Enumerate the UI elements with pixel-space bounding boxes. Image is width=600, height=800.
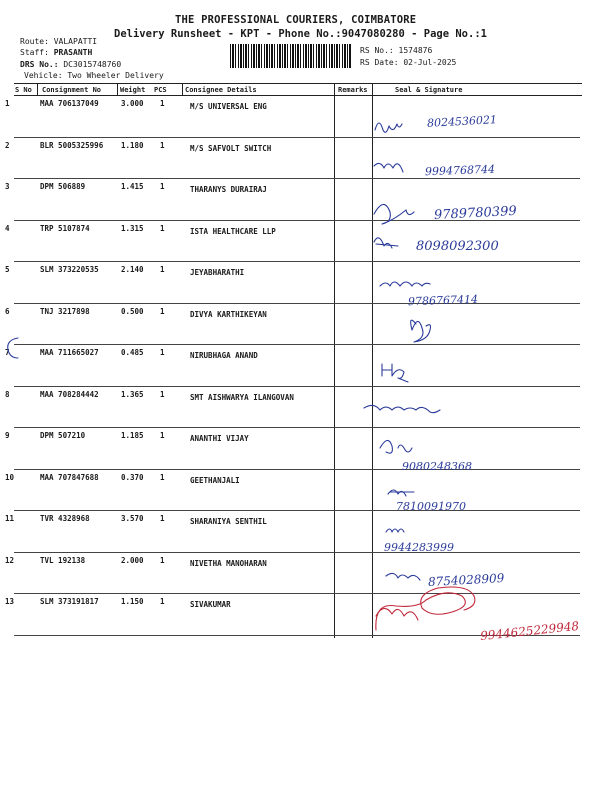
remarks-left-divider <box>334 83 335 638</box>
pcs-value: 1 <box>160 140 165 150</box>
weight-value: 2.140 <box>121 265 144 274</box>
consignee-name: ISTA HEALTHCARE LLP <box>190 226 276 236</box>
signature-stroke <box>374 238 398 248</box>
consignment-no: SLM 373220535 <box>40 265 99 274</box>
signature-stroke <box>386 573 420 580</box>
staff-value: PRASANTH <box>53 48 93 57</box>
route-line <box>20 37 97 46</box>
signature-stroke <box>375 123 402 132</box>
handwritten-signature: 9944625229948 <box>479 618 580 644</box>
weight-value: 3.570 <box>121 514 144 523</box>
consignment-no: MAA 706137049 <box>40 99 99 108</box>
consignment-no: TRP 5107874 <box>40 223 90 233</box>
handwritten-signature: 7810091970 <box>396 500 466 513</box>
document-title: THE PROFESSIONAL COURIERS, COIMBATORE <box>175 14 417 26</box>
row-number: 13 <box>5 597 15 606</box>
handwritten-signature: 8754028909 <box>427 571 505 589</box>
weight-value: 1.150 <box>121 597 144 606</box>
consignee-name: SHARANIYA SENTHIL <box>190 517 267 526</box>
consignment-no: TNJ 3217898 <box>40 306 90 316</box>
row-number: 7 <box>5 348 10 357</box>
pcs-value: 1 <box>160 306 165 316</box>
consignee-name: ANANTHI VIJAY <box>190 434 249 443</box>
col-divider <box>37 83 38 95</box>
handwritten-signature: 8024536021 <box>426 113 498 130</box>
drs-value: DC3015748760 <box>63 60 122 69</box>
consignee-name: NIRUBHAGA ANAND <box>190 351 258 360</box>
consignee-name: M/S SAFVOLT SWITCH <box>190 143 272 153</box>
consignee-name: DIVYA KARTHIKEYAN <box>190 309 267 319</box>
row-number: 4 <box>5 223 10 233</box>
row-number: 9 <box>5 431 10 440</box>
signature-scribbles <box>372 96 582 636</box>
vehicle-value: Two Wheeler Delivery <box>67 71 164 80</box>
staff-line <box>20 48 92 57</box>
vehicle-line <box>24 71 164 80</box>
consignment-no: MAA 708284442 <box>40 389 99 399</box>
col-header-consignee: Consignee Details <box>185 86 257 94</box>
weight-value: 0.485 <box>121 348 144 357</box>
consignee-name: NIVETHA MANOHARAN <box>190 558 267 568</box>
rs-no-label: RS No.: <box>360 46 394 55</box>
pcs-value: 1 <box>160 99 165 108</box>
row-number: 10 <box>5 472 15 482</box>
pcs-value: 1 <box>160 182 165 191</box>
consignee-name: THARANYS DURAIRAJ <box>190 185 267 194</box>
handwritten-signature: 9789780399 <box>433 203 518 224</box>
consignment-no: MAA 707847688 <box>40 472 99 482</box>
table-top-border <box>14 83 582 84</box>
pcs-value: 1 <box>160 223 165 233</box>
signature-stroke <box>374 204 414 224</box>
consignment-no: TVR 4328968 <box>40 514 90 523</box>
pcs-value: 1 <box>160 389 165 399</box>
weight-value: 1.180 <box>121 140 144 150</box>
col-header-seal: Seal & Signature <box>395 86 463 94</box>
document-subtitle: Delivery Runsheet - KPT - Phone No.:9047080280 - Page No.:1 <box>114 28 487 40</box>
signature-stroke <box>386 529 404 532</box>
consignee-name: M/S UNIVERSAL ENG <box>190 102 267 111</box>
col-header-remarks: Remarks <box>338 86 368 94</box>
pcs-value: 1 <box>160 472 165 482</box>
consignee-name: JEYABHARATHI <box>190 268 245 277</box>
weight-value: 1.185 <box>121 431 144 440</box>
weight-value: 1.415 <box>121 182 144 191</box>
signature-stroke <box>374 163 403 172</box>
weight-value: 0.500 <box>121 306 144 316</box>
row-number: 8 <box>5 389 10 399</box>
handwritten-signature: 9080248368 <box>402 460 472 473</box>
signature-stroke <box>364 405 440 412</box>
col-header-sno: S No <box>15 86 32 94</box>
route-label: Route: <box>20 37 49 46</box>
vehicle-label: Vehicle: <box>24 71 63 80</box>
consignee-name: SMT AISHWARYA ILANGOVAN <box>190 392 294 402</box>
drs-line <box>20 60 121 69</box>
weight-value: 2.000 <box>121 555 144 565</box>
circle-mark-icon <box>4 336 24 360</box>
signature-stroke <box>382 364 408 382</box>
row-number: 11 <box>5 514 15 523</box>
weight-value: 3.000 <box>121 99 144 108</box>
pcs-value: 1 <box>160 597 165 606</box>
consignment-no: DPM 507210 <box>40 431 86 440</box>
col-divider <box>117 83 118 95</box>
handwritten-signature: 9786767414 <box>407 292 479 309</box>
pcs-value: 1 <box>160 348 165 357</box>
signature-stroke <box>388 490 414 496</box>
row-number: 1 <box>5 99 10 108</box>
row-number: 5 <box>5 265 10 274</box>
handwritten-signature: 9944283999 <box>384 541 454 554</box>
pcs-value: 1 <box>160 265 165 274</box>
weight-value: 0.370 <box>121 472 144 482</box>
consignment-no: MAA 711665027 <box>40 348 99 357</box>
consignment-no: TVL 192138 <box>40 555 86 565</box>
pcs-value: 1 <box>160 555 165 565</box>
col-header-weight: Weight <box>120 86 146 94</box>
signature-stroke <box>411 320 431 342</box>
consignment-no: DPM 506889 <box>40 182 86 191</box>
col-divider <box>182 83 183 95</box>
pcs-value: 1 <box>160 514 165 523</box>
handwritten-signature: 8098092300 <box>416 239 499 254</box>
drs-label: DRS No.: <box>20 60 59 69</box>
consignment-no: BLR 5005325996 <box>40 140 104 150</box>
route-value: VALAPATTI <box>53 37 98 46</box>
handwritten-signature: 9994768744 <box>424 162 496 179</box>
row-number: 3 <box>5 182 10 191</box>
signature-stroke <box>376 587 475 630</box>
rs-date-label: RS Date: <box>360 58 399 67</box>
weight-value: 1.315 <box>121 223 144 233</box>
col-header-pcs: PCS <box>154 86 167 94</box>
col-header-consignment: Consignment No <box>42 86 102 94</box>
signature-stroke <box>380 282 430 286</box>
signature-stroke <box>380 440 412 453</box>
rs-date-line <box>360 58 456 67</box>
consignee-name: GEETHANJALI <box>190 475 240 485</box>
pcs-value: 1 <box>160 431 165 440</box>
barcode <box>230 44 352 68</box>
row-number: 12 <box>5 555 15 565</box>
rs-no-line <box>360 46 432 55</box>
consignment-no: SLM 373191817 <box>40 597 99 606</box>
consignee-name: SIVAKUMAR <box>190 600 231 609</box>
rs-date-value: 02-Jul-2025 <box>403 58 457 67</box>
row-number: 2 <box>5 140 10 150</box>
rs-no-value: 1574876 <box>398 46 433 55</box>
row-number: 6 <box>5 306 10 316</box>
staff-label: Staff: <box>20 48 49 57</box>
weight-value: 1.365 <box>121 389 144 399</box>
signature-stroke <box>376 608 418 620</box>
